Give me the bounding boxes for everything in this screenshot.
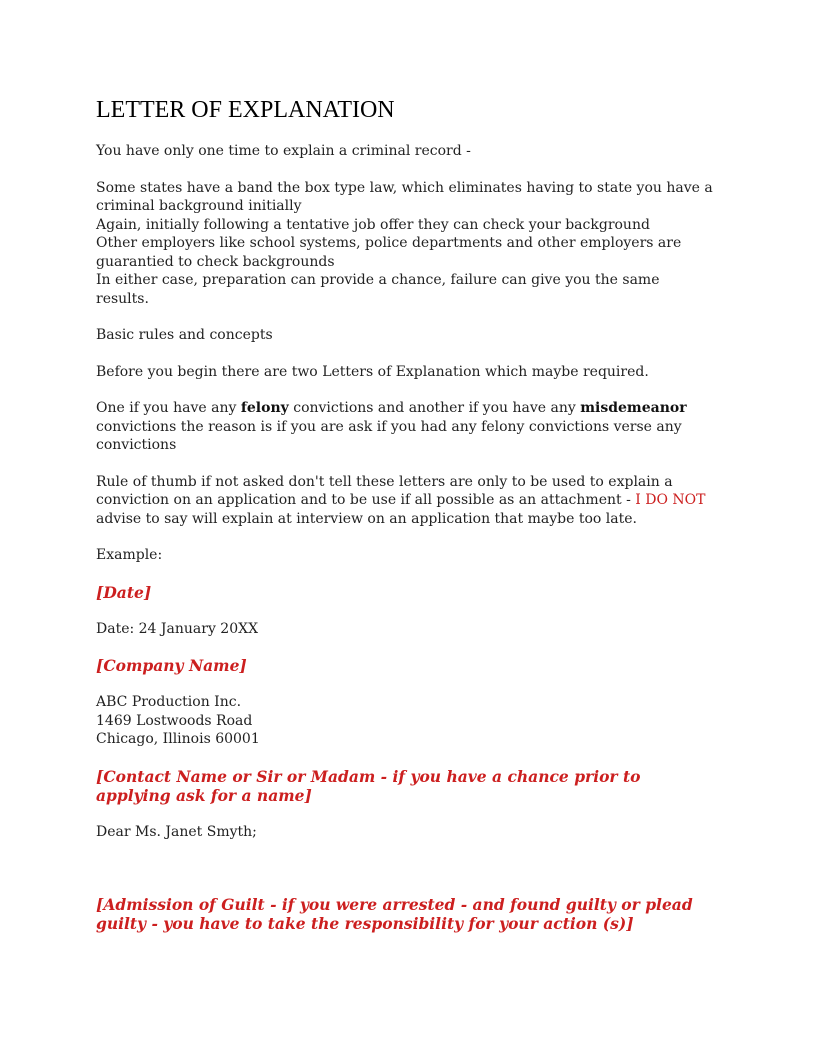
address-city: Chicago, Illinois 60001: [96, 731, 260, 747]
felony-term: felony: [240, 400, 289, 416]
i-do-not-highlight: I DO NOT: [635, 492, 706, 508]
intro-text: You have only one time to explain a criminal record -: [96, 143, 471, 159]
background-paragraph: [96, 179, 716, 309]
convictions-part-1: One if you have any: [96, 400, 241, 416]
address-company: ABC Production Inc.: [96, 694, 242, 710]
rule-of-thumb-text: Rule of thumb if not asked don't tell these letters are only to be used to explain a conviction on an application and to be use if all possible as an attachment -: [96, 473, 673, 508]
before-begin-text: Before you begin there are two Letters of Explanation which maybe required.: [96, 363, 649, 380]
admission-placeholder: [Admission of Guilt - if you were arrested - and found guilty or plead guilty - you have to take the responsibility for your action (s)]: [96, 895, 693, 933]
document-title: LETTER OF EXPLANATION: [96, 97, 395, 123]
convictions-part-2: convictions and another if you have any: [288, 400, 581, 416]
rule-of-thumb-rest: advise to say will explain at interview on an application that maybe too late.: [96, 510, 637, 527]
address-street: 1469 Lostwoods Road: [96, 712, 253, 729]
convictions-paragraph: [96, 399, 716, 455]
date-placeholder: [Date]: [96, 582, 152, 602]
salutation: Dear Ms. Janet Smyth;: [96, 823, 257, 840]
background-line-3: Other employers like school systems, police departments and other employers are guarantied to check backgrounds: [96, 235, 682, 270]
blank-space: [96, 859, 716, 895]
rule-of-thumb-paragraph: [96, 473, 716, 529]
misdemeanor-term: misdemeanor: [580, 400, 687, 416]
background-line-2: Again, initially following a tentative job offer they can check your background: [96, 216, 650, 233]
contact-placeholder: [Contact Name or Sir or Madam - if you have a chance prior to applying ask for a name]: [96, 766, 641, 805]
company-placeholder: [Company Name]: [96, 656, 247, 675]
date-value: Date: 24 January 20XX: [96, 620, 259, 637]
convictions-part-3: convictions the reason is if you are ask if you had any felony convictions verse any convictions: [96, 418, 682, 453]
rules-heading: Basic rules and concepts: [96, 327, 273, 343]
background-line-4: In either case, preparation can provide a chance, failure can give you the same results.: [96, 272, 660, 307]
example-label: Example:: [96, 547, 163, 563]
document-page: [96, 96, 716, 951]
background-line-1: Some states have a band the box type law, which eliminates having to state you have a criminal background initially: [96, 179, 713, 214]
company-address: [96, 693, 716, 749]
